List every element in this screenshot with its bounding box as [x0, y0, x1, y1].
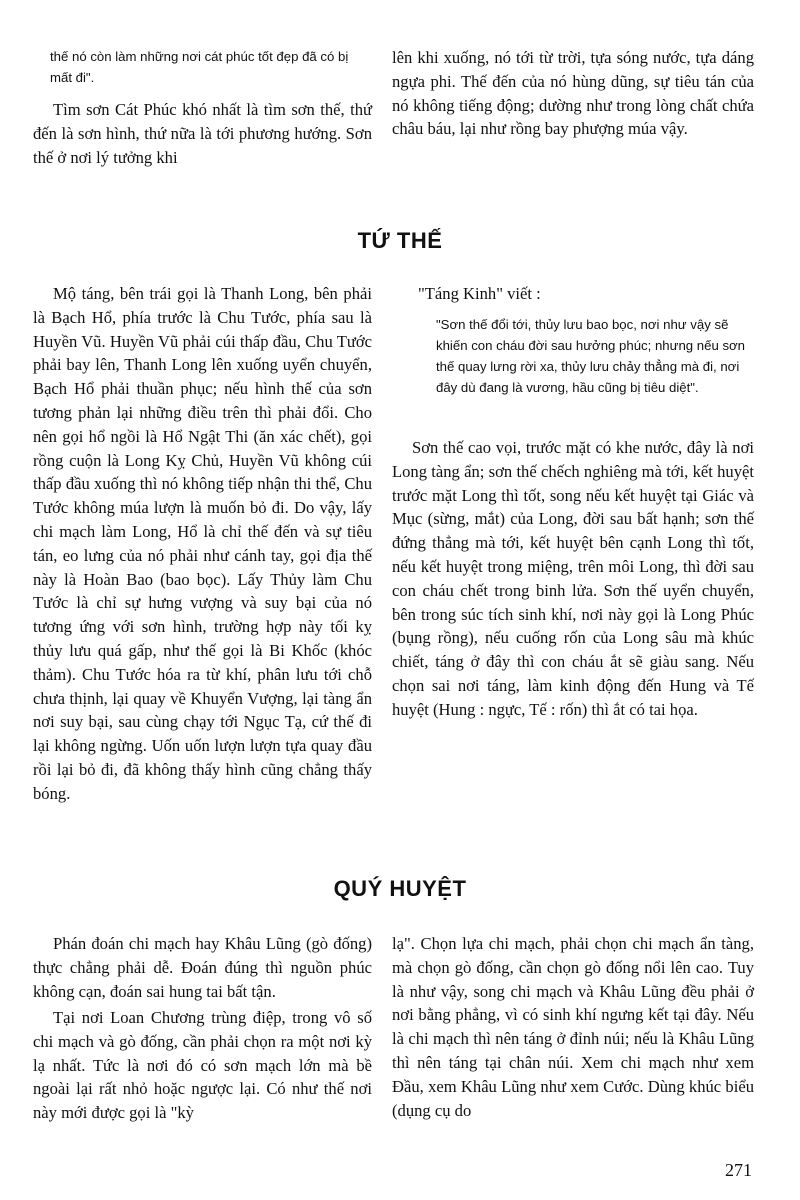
paragraph-text: Mộ táng, bên trái gọi là Thanh Long, bên phải là Bạch Hổ, phía trước là Chu Tước, phía sau là Huyền Vũ. Huyền Vũ phải cúi thấp đầu, Chu Tước phải bay lên, Thanh Long lên xuống uyển chuyển, Bạch Hổ phải thuần phục; nếu hình thế của sơn tương phản lại những điều trên thì phải đổi. Cho nên gọi hổ ngồi là Hổ Ngật Thi (ăn xác chết), gọi rồng cuộn là Long Kỵ Chủ, Huyền Vũ không cúi thấp đầu xuống thì nó không tiếp nhận thi thể, Chu Tước không múa lượn là muốn bỏ đi. Do vậy, lấy chi mạch làm Long, Hổ là chỉ thế đến và sự tiêu tán, eo lưng của nó phải như cánh tay, gọi địa thế này là Hoàn Bao (bao bọc). Lấy Thủy làm Chu Tước là chỉ sự hưng vượng và suy bại của nó tương ứng với sơn hình, trường hợp này tối kỵ thủy lưu quá gấp, như thế gọi là Bi Khốc (khóc thảm). Chu Tước hóa ra từ khí, phân lưu tới chỗ chưa thịnh, lại quay về Khuyển Vượng, lại tàng ẩn nơi suy bại, sau cùng chạy tới Ngục Tạ, cứ thế đi lại không ngừng. Uốn uốn lượn lượn tựa quay đầu rồi lại bỏ đi, đã không thấy hình cũng chẳng thấy bóng.	[33, 284, 372, 803]
section1-right-intro	[418, 282, 754, 306]
intro-text: "Táng Kinh" viết :	[418, 284, 541, 303]
section2-left-paragraph-1	[33, 932, 372, 1003]
top-left-quote	[50, 46, 372, 88]
section1-right-quote	[436, 314, 754, 398]
section1-left-paragraph	[33, 282, 372, 806]
top-right-paragraph	[392, 46, 754, 141]
paragraph-text: lên khi xuống, nó tới từ trời, tựa sóng nước, tựa dáng ngựa phi. Thế đến của nó hùng dũng, sự tiêu tán của nó không tiếng động; dường như trong lòng chất chứa châu báu, lại như rồng bay phượng múa vậy.	[392, 48, 754, 139]
section1-right-paragraph	[392, 436, 754, 722]
page-number: 271	[725, 1160, 752, 1180]
top-left-paragraph	[33, 98, 372, 169]
paragraph-text: Tìm sơn Cát Phúc khó nhất là tìm sơn thế, thứ đến là sơn hình, thứ nữa là tới phương hướng. Sơn thế ở nơi lý tưởng khi	[33, 100, 372, 167]
paragraph-text: Phán đoán chi mạch hay Khâu Lũng (gò đống) thực chẳng phải dễ. Đoán đúng thì nguồn phúc không cạn, đoán sai hung tai bất tận.	[33, 934, 372, 1001]
paragraph-text: lạ". Chọn lựa chi mạch, phải chọn chi mạch ẩn tàng, mà chọn gò đống, cần chọn gò đống nổi lên cao. Tuy là như vậy, song chi mạch và Khâu Lũng đều phải ở nơi bằng phẳng, vì có sinh khí ngưng kết tại đây. Nếu là chi mạch thì nên táng ở đỉnh núi; nếu là Khâu Lũng thì nên táng tại chân núi. Xem chi mạch như xem Đầu, xem Khâu Lũng như xem Cước. Dùng khúc biểu (dụng cụ do	[392, 934, 754, 1120]
quote-text: "Sơn thế đổi tới, thủy lưu bao bọc, nơi như vậy sẽ khiến con cháu đời sau hưởng phúc; nhưng nếu sơn thế quay lưng rời xa, thủy lưu chảy thẳng mà đi, nơi đây dù đang là vương, hầu cũng bị tiêu diệt".	[436, 317, 746, 395]
paragraph-text: Tại nơi Loan Chương trùng điệp, trong vô số chi mạch và gò đống, cần phải chọn ra một nơi kỳ lạ nhất. Tức là nơi đó có sơn mạch lớn mà bề ngoài lại rất nhỏ hoặc ngược lại. Có như thế nơi này mới được gọi là "kỳ	[33, 1008, 372, 1123]
section2-right-paragraph	[392, 932, 754, 1122]
paragraph-text: Sơn thế cao vọi, trước mặt có khe nước, đây là nơi Long tàng ẩn; sơn thế chếch nghiêng mà tới, kết huyệt trước mặt Long thì tốt, song nếu kết huyệt tại Giác và Mục (sừng, mắt) của Long, đời sau bất hạnh; sơn thế đứng thẳng mà tới, kết huyệt bên cạnh Long thì tốt, nếu kết huyệt trong miệng, trên môi Long, thì đời sau con cháu chết trong binh lửa. Sơn thế uyển chuyển, bên trong súc tích sinh khí, nơi này gọi là Long Phúc (bụng rồng), nếu cuống rốn của Long sâu mà khúc chiết, táng ở đây thì con cháu ắt sẽ giàu sang. Nếu chọn sai nơi táng, làm kinh động đến Hung và Tế huyệt (Hung : ngực, Tế : rốn) thì ắt có tai họa.	[392, 438, 754, 719]
quote-text: thế nó còn làm những nơi cát phúc tốt đẹp đã có bị mất đi".	[50, 49, 349, 85]
section-heading-tu-the: TỨ THẾ	[357, 228, 443, 253]
section2-left-paragraph-2	[33, 1006, 372, 1125]
section-heading-quy-huyet: QUÝ HUYỆT	[333, 876, 467, 901]
